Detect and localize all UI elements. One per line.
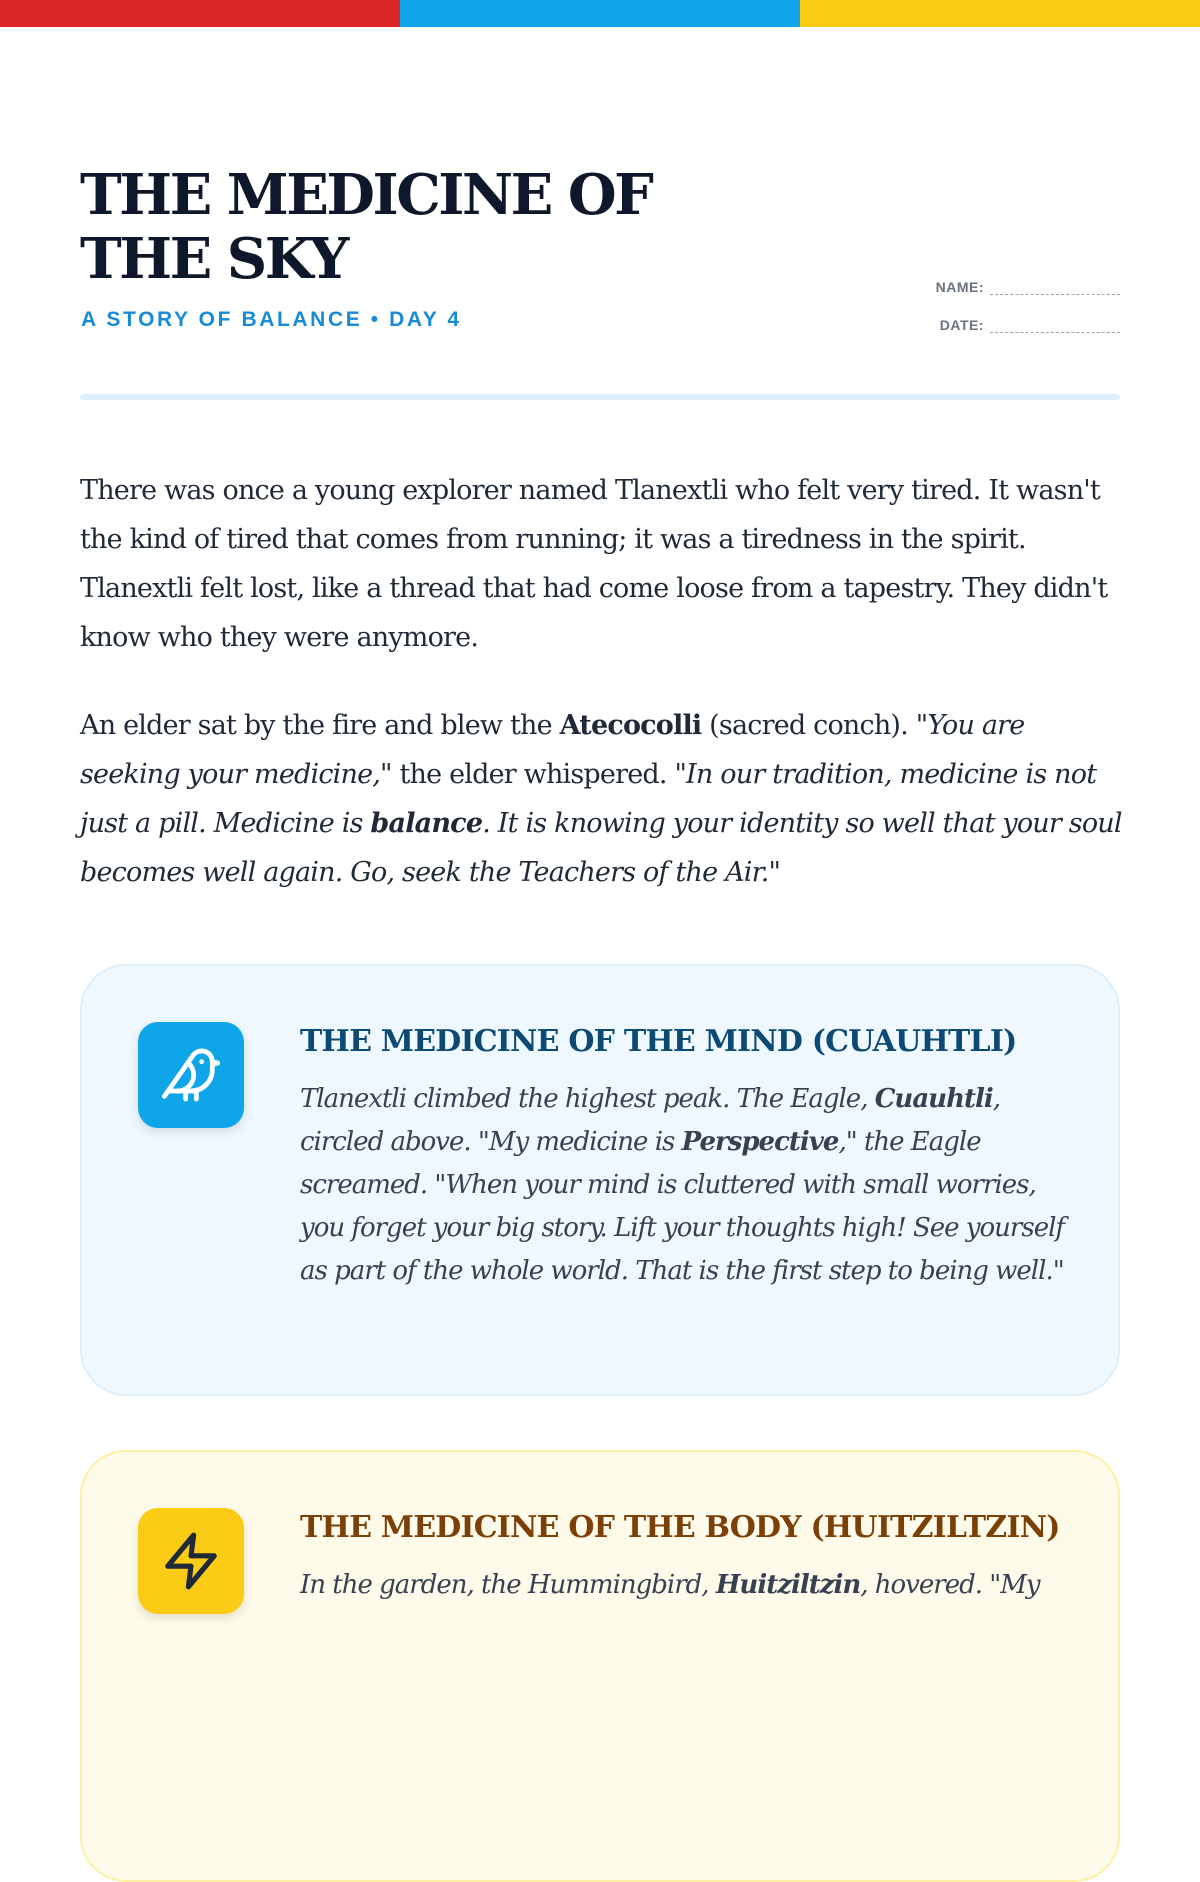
body-text-2: , hovered. "My (860, 1570, 1040, 1600)
balance-term: balance (370, 808, 483, 839)
date-label: DATE: (939, 317, 984, 333)
mind-card-title: THE MEDICINE OF THE MIND (CUAUHTLI) (300, 1024, 1017, 1059)
top-bar-blue-segment (400, 0, 800, 27)
elder-quote-2b: . It is knowing your identity so well that your soul becomes well again. Go, seek the Teachers of the Air." (80, 808, 1122, 888)
header-divider (80, 394, 1120, 400)
top-color-bar (0, 0, 1200, 27)
huitziltzin-term: Huitziltzin (715, 1570, 861, 1600)
name-label: NAME: (935, 279, 984, 295)
body-card (80, 1450, 1120, 1882)
name-field[interactable] (936, 279, 1120, 295)
top-bar-yellow-segment (800, 0, 1200, 27)
page-title: THE MEDICINE OF THE SKY (80, 162, 652, 292)
elder-paragraph (80, 701, 1125, 897)
date-line[interactable] (990, 320, 1120, 333)
elder-text-1: An elder sat by the fire and blew the (80, 710, 560, 741)
date-field[interactable] (940, 317, 1120, 333)
page-subtitle: A STORY OF BALANCE • DAY 4 (81, 308, 462, 331)
elder-quote-1: "You are seeking your medicine," (80, 710, 1025, 790)
elder-quote-2a: "In our tradition, medicine is not just a pill. Medicine is (80, 759, 1097, 839)
lightning-icon (138, 1508, 244, 1614)
bird-icon (138, 1022, 244, 1128)
top-bar-red-segment (0, 0, 400, 27)
mind-text-3: ," the Eagle screamed. "When your mind is cluttered with small worries, you forget your big story. Lift your thoughts high! See yourself as part of the whole world. That is the first step to being well." (300, 1127, 1065, 1286)
mind-text-2: , circled above. "My medicine is (300, 1084, 1001, 1157)
intro-paragraph: There was once a young explorer named Tlanextli who felt very tired. It wasn't the kind of tired that comes from running; it was a tiredness in the spirit. Tlanextli felt lost, like a thread that had come loose from a tapestry. They didn't know who they were anymore. (80, 475, 1108, 653)
body-card-text (300, 1564, 1070, 1607)
mind-text-1: Tlanextli climbed the highest peak. The Eagle, (300, 1084, 875, 1114)
name-line[interactable] (990, 282, 1120, 295)
body-card-title: THE MEDICINE OF THE BODY (HUITZILTZIN) (300, 1510, 1060, 1545)
atecocolli-term: Atecocolli (559, 710, 702, 741)
elder-text-2: (sacred conch). (701, 710, 916, 741)
elder-text-3: the elder whispered. (391, 759, 675, 790)
perspective-term: Perspective (681, 1127, 839, 1157)
body-text-1: In the garden, the Hummingbird, (300, 1570, 716, 1600)
mind-card-text (300, 1078, 1070, 1293)
cuauhtli-term: Cuauhtli (874, 1084, 993, 1114)
mind-card (80, 964, 1120, 1396)
